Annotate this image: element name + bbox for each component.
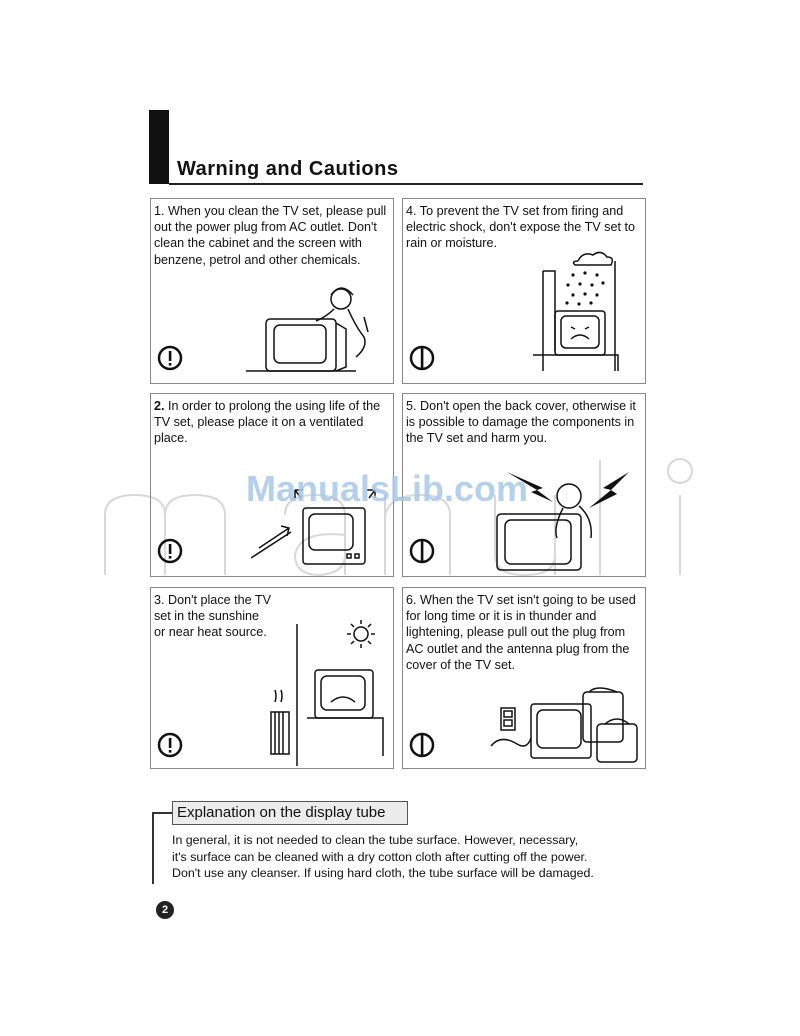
explanation-body: [172, 832, 652, 882]
panel-3-text: 3. Don't place the TV set in the sunshine or near heat source.: [154, 593, 271, 640]
caution-panel-4: [402, 198, 646, 384]
caution-panel-1: [150, 198, 394, 384]
caution-panel-6: [402, 587, 646, 769]
page-number: 2: [156, 901, 174, 919]
heat-source-tv-illustration: [259, 616, 389, 766]
header-bar: [149, 110, 169, 184]
panel-2-text: 2. In order to prolong the using life of the TV set, please place it on a ventilated place.: [154, 399, 381, 446]
explanation-bracket-top: [152, 812, 172, 814]
prohibited-icon: [409, 345, 435, 371]
panel-1-text: 1. When you clean the TV set, please pull out the power plug from AC outlet. Don't clean the cabinet and the screen with benzene, petrol and other chemicals.: [154, 204, 387, 267]
panel-4-text: 4. To prevent the TV set from firing and electric shock, don't expose the TV set to rain or moisture.: [406, 204, 635, 251]
explanation-bracket: [152, 812, 154, 884]
rain-tv-illustration: [523, 251, 643, 381]
panel-5-text: 5. Don't open the back cover, otherwise it is possible to damage the components in the TV set and harm you.: [406, 399, 636, 446]
cleaning-tv-illustration: [246, 277, 386, 377]
page-title: Warning and Cautions: [177, 158, 399, 180]
caution-exclamation-icon: [157, 732, 183, 758]
explanation-line-1: In general, it is not needed to clean the tube surface. However, necessary,: [172, 833, 579, 847]
caution-exclamation-icon: [157, 538, 183, 564]
prohibited-icon: [409, 538, 435, 564]
explanation-line-3: Don't use any cleanser. If using hard cloth, the tube surface will be damaged.: [172, 866, 594, 880]
prohibited-icon: [409, 732, 435, 758]
panel-6-text: 6. When the TV set isn't going to be used for long time or it is in thunder and lightening, please pull out the plug from AC outlet and the antenna plug from the cover of the TV set.: [406, 593, 636, 672]
watermark-text: ManualsLib.com: [246, 468, 529, 509]
explanation-line-2: it's surface can be cleaned with a dry cotton cloth after cutting off the power.: [172, 849, 588, 864]
unplug-tv-illustration: [487, 684, 643, 768]
caution-exclamation-icon: [157, 345, 183, 371]
title-rule: [169, 183, 643, 185]
caution-panel-3: [150, 587, 394, 769]
explanation-heading: Explanation on the display tube: [172, 801, 408, 825]
